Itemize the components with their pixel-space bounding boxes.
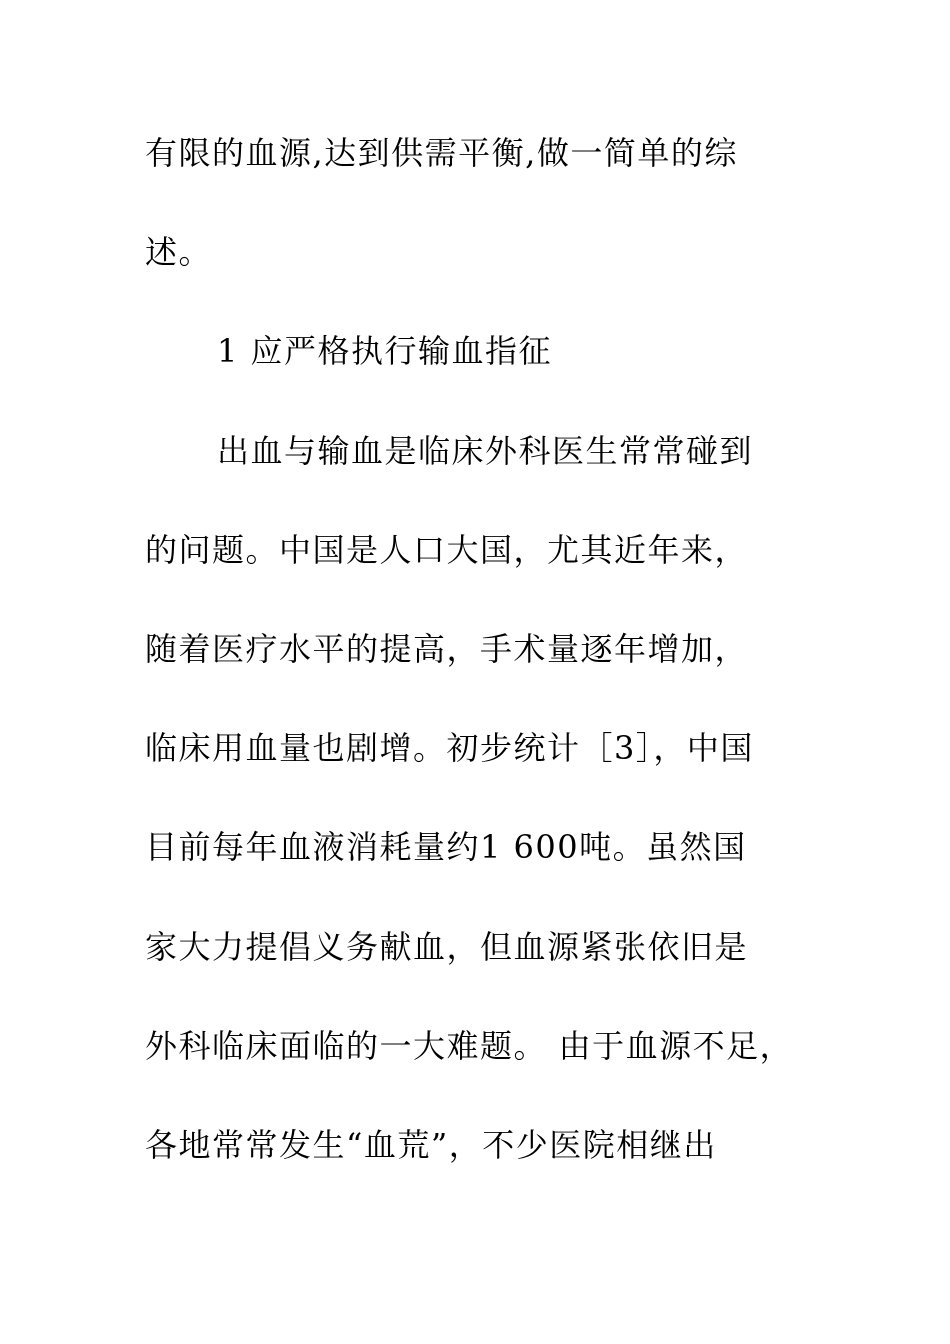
paragraph-line: 出血与输血是临床外科医生常常碰到	[217, 432, 754, 470]
paragraph-line: 随着医疗水平的提高，手术量逐年增加，	[145, 630, 749, 668]
paragraph-line: 目前每年血液消耗量约1 600吨。虽然国	[145, 828, 747, 866]
section-heading: 1 应严格执行输血指征	[217, 332, 553, 370]
paragraph-line: 临床用血量也剧增。初步统计［3］，中国	[145, 729, 754, 767]
paragraph-line: 外科临床面临的一大难题。 由于血源不足，	[145, 1027, 794, 1065]
paragraph-line: 述。	[145, 233, 213, 271]
paragraph-line: 各地常常发生“血荒”，不少医院相继出	[145, 1126, 717, 1164]
paragraph-line: 家大力提倡义务献血，但血源紧张依旧是	[145, 928, 749, 966]
paragraph-line: 有限的血源,达到供需平衡,做一简单的综	[145, 134, 738, 172]
paragraph-line: 的问题。中国是人口大国，尤其近年来，	[145, 531, 749, 569]
